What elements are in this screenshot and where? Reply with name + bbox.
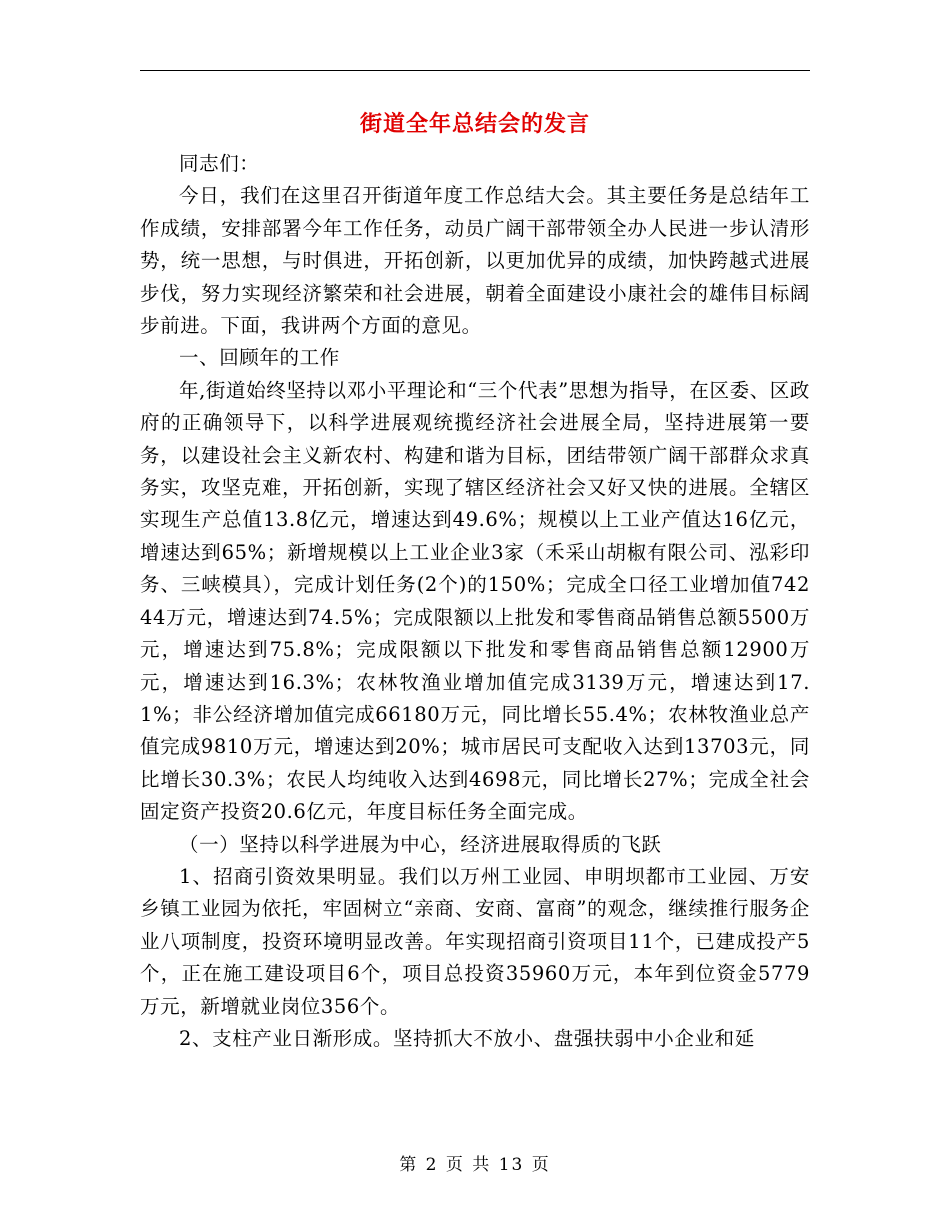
page-number-footer: 第 2 页 共 13 页 [399, 1155, 551, 1175]
header-rule [140, 70, 810, 71]
industry-paragraph: 2、支柱产业日渐形成。坚持抓大不放小、盘强扶弱中小企业和延 [179, 1026, 755, 1050]
document-body [140, 148, 810, 1055]
salutation-paragraph: 同志们： [179, 152, 260, 175]
investment-paragraph: 1、招商引资效果明显。我们以万州工业园、申明坝都市工业园、万安乡镇工业园为依托，牢固树立“亲商、安商、富商”的观念，继续推行服务企业八项制度，投资环境明显改善。年实现招商引资项目11个，已建成投产5个，正在施工建设项目6个，项目总投资35960万元，本年到位资金5779万元，新增就业岗位356个。 [140, 864, 810, 1018]
review-paragraph: 年,街道始终坚持以邓小平理论和“三个代表”思想为指导，在区委、区政府的正确领导下，以科学进展观统揽经济社会进展全局，坚持进展第一要务，以建设社会主义新农村、构建和谐为目标，团结带领广阔干部群众求真务实，攻坚克难，开拓创新，实现了辖区经济社会又好又快的进展。全辖区实现生产总值13.8亿元，增速达到49.6%；规模以上工业产值达16亿元，增速达到65%；新增规模以上工业企业3家（禾采山胡椒有限公司、泓彩印务、三峡模具），完成计划任务(2个)的150%；完成全口径工业增加值74244万元，增速达到74.5%；完成限额以上批发和零售商品销售总额5500万元，增速达到75.8%；完成限额以下批发和零售商品销售总额12900万元，增速达到16.3%；农林牧渔业增加值完成3139万元，增速达到17.1%；非公经济增加值完成66180万元，同比增长55.4%；农林牧渔业总产值完成9810万元，增速达到20%；城市居民可支配收入达到13703元，同比增长30.3%；农民人均纯收入达到4698元，同比增长27%；完成全社会固定资产投资20.6亿元，年度目标任务全面完成。 [140, 378, 810, 824]
document-title: 街道全年总结会的发言 [359, 112, 590, 137]
subsection-heading: （一）坚持以科学进展为中心，经济进展取得质的飞跃 [179, 832, 662, 856]
intro-paragraph: 今日，我们在这里召开街道年度工作总结大会。其主要任务是总结年工作成绩，安排部署今年工作任务，动员广阔干部带领全办人民进一步认清形势，统一思想，与时俱进，开拓创新，以更加优异的成绩，加快跨越式进展步伐，努力实现经济繁荣和社会进展，朝着全面建设小康社会的雄伟目标阔步前进。下面，我讲两个方面的意见。 [140, 184, 810, 338]
section-heading: 一、回顾年的工作 [179, 346, 340, 370]
